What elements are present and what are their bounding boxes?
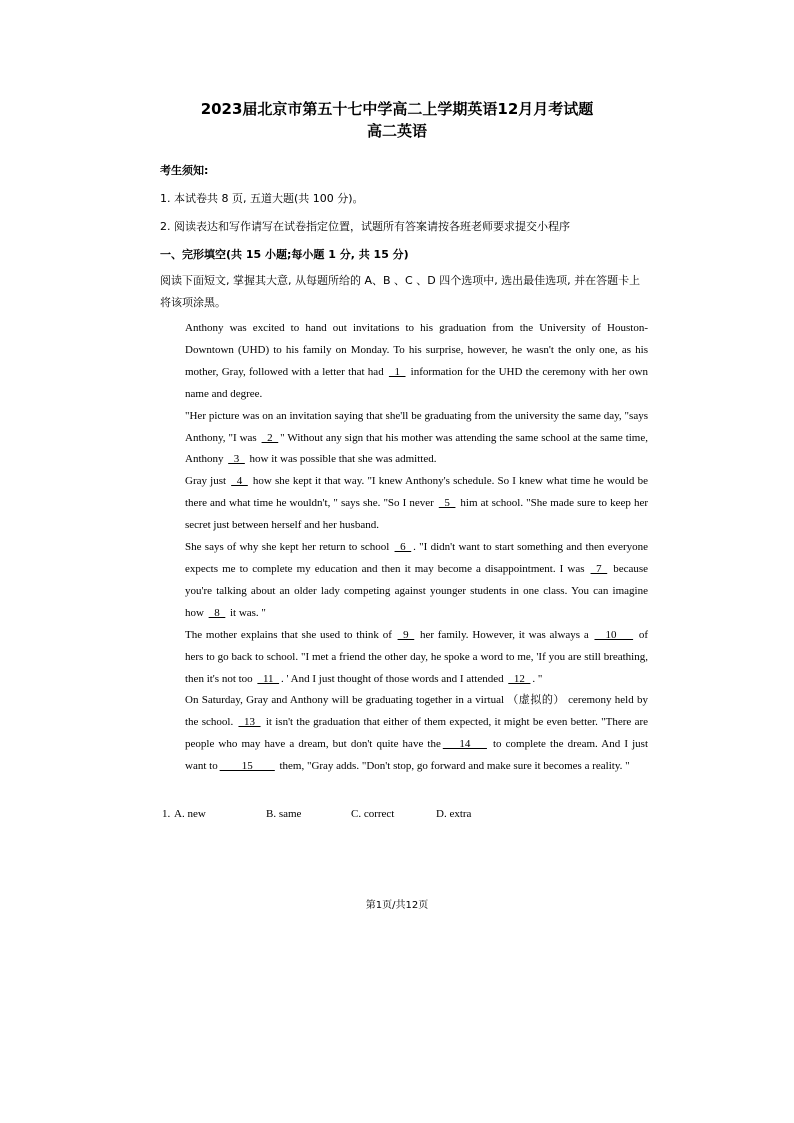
question-number: 1.: [162, 808, 171, 820]
blank-6: _6_: [394, 541, 412, 554]
paragraph-4: She says of why she kept her return to school _6_ . "I didn't want to start something and then everyone expects me to complete my education and then it may become a disappointment. I was _7_ because you're talking about an older lady competing against younger students in one class. You can imagine how _8_ it was. ": [160, 537, 648, 625]
blank-12: _12_: [508, 672, 531, 685]
blank-7: _7_: [590, 562, 608, 575]
exam-subtitle: 高二英语: [366, 122, 427, 140]
paragraph-2: "Her picture was on an invitation saying that she'll be graduating from the university the same day, "says Anthony, "I was _2_ " Without any sign that his mother was attending the same school at the same time, Anthony _3_ how it was possible that she was admitted.: [160, 406, 648, 472]
option-b[interactable]: B. same: [266, 808, 302, 820]
passage: [160, 318, 648, 778]
blank-13: _13_: [238, 716, 261, 729]
paragraph-1: Anthony was excited to hand out invitations to his graduation from the University of Houston-Downtown (UHD) to his family on Monday. To his surprise, however, he wasn't the only one, as his mother, Gray, followed with a letter that had _1_ information for the UHD the ceremony with her own name and degree.: [185, 322, 648, 400]
blank-5: _5_: [438, 497, 456, 510]
exam-title: 2023届北京市第五十七中学高二上学期英语12月月考试题: [200, 100, 594, 118]
blank-3: _3_: [228, 453, 245, 466]
option-c[interactable]: C. correct: [351, 808, 395, 820]
option-d[interactable]: D. extra: [436, 808, 472, 820]
blank-10: __10___: [594, 628, 634, 641]
page-number: 第1页/共12页: [365, 900, 429, 911]
blank-11: _11_: [257, 672, 280, 685]
paragraph-6: On Saturday, Gray and Anthony will be graduating together in a virtual （虚拟的） ceremony held by the school. _13_ it isn't the graduation that either of them expected, it might be even better. "There are people who may have a dream, but don't quite have the ___14___ to complete the dream. And I just want to ____15____ them, "Gray adds. "Don't stop, go forward and make sure it becomes a reality. ": [160, 690, 648, 778]
notice-item-2: 2. 阅读表达和写作请写在试卷指定位置，试题所有答案请按各班老师要求提交小程序: [160, 220, 570, 233]
section-instruction: 阅读下面短文, 掌握其大意, 从每题所给的 A、B 、C 、D 四个选项中, 选出最佳选项, 并在答题卡上将该项涂黑。: [160, 274, 641, 309]
blank-1: _1_: [388, 365, 406, 378]
notice-heading: 考生须知:: [160, 164, 209, 177]
blank-8: _8_: [208, 606, 226, 619]
section-heading: 一、完形填空(共 15 小题;每小题 1 分, 共 15 分): [160, 248, 409, 261]
notice-item-1: 1. 本试卷共 8 页, 五道大题(共 100 分)。: [160, 192, 364, 205]
blank-2: _2_: [261, 431, 279, 444]
paragraph-3: Gray just _4_ how she kept it that way. "I knew Anthony's schedule. So I knew what time he would be there and what time he wouldn't, " says she. "So I never _5_ him at school. "She made sure to keep her secret just between herself and her husband.: [160, 471, 648, 537]
option-a[interactable]: A. new: [174, 808, 206, 820]
blank-15: ____15____: [219, 760, 275, 773]
blank-14: ___14___: [442, 738, 487, 751]
blank-9: _9_: [397, 628, 415, 641]
blank-4: _4_: [231, 475, 248, 488]
paragraph-5: The mother explains that she used to think of _9_ her family. However, it was always a __10___ of hers to go back to school. "I met a friend the other day, he spoke a word to me, 'If you are still breathing, then it's not too _11_ . ' And I just thought of those words and I attended _12_ . ": [160, 625, 648, 691]
